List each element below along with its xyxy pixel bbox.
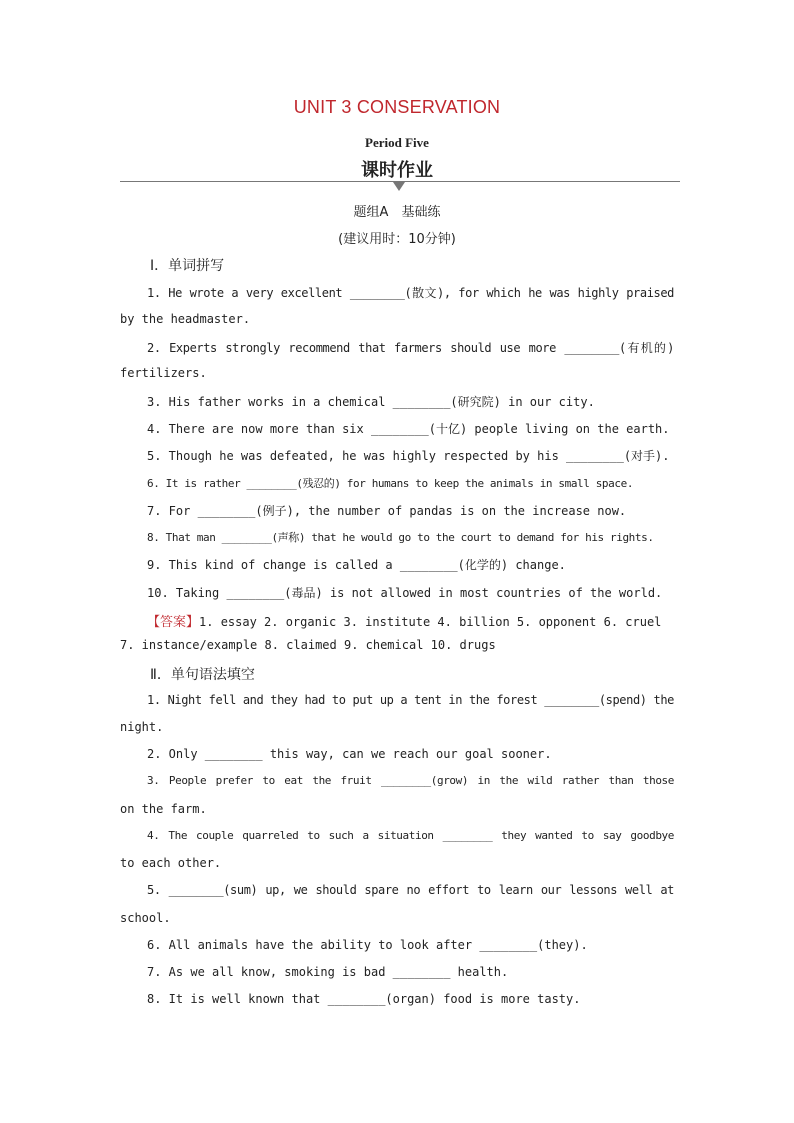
question-line: fertilizers. bbox=[120, 366, 207, 380]
question-line: 2. Experts strongly recommend that farmers should use more ________(有机的) bbox=[147, 341, 674, 355]
section-heading-grammar: Ⅱ．单句语法填空 bbox=[150, 667, 255, 683]
question-line: by the headmaster. bbox=[120, 312, 251, 326]
question-line: 1. He wrote a very excellent ________(散文), for which he was highly praised bbox=[147, 286, 674, 300]
question-line: night. bbox=[120, 720, 164, 734]
question-line: 1. Night fell and they had to put up a tent in the forest ________(spend) the bbox=[147, 693, 674, 707]
answer-text: 1. essay 2. organic 3. institute 4. billion 5. opponent 6. cruel bbox=[199, 615, 662, 629]
question-line: school. bbox=[120, 911, 171, 925]
period-label: Period Five bbox=[365, 135, 429, 150]
answer-line: 7. instance/example 8. claimed 9. chemical 10. drugs bbox=[120, 638, 496, 652]
question-line: 5. ________(sum) up, we should spare no effort to learn our lessons well at bbox=[147, 883, 674, 897]
answer-label: 【答案】 bbox=[147, 615, 200, 630]
question-line: 8. It is well known that ________(organ) food is more tasty. bbox=[147, 992, 581, 1006]
time-suggestion: (建议用时：10分钟) bbox=[338, 232, 456, 247]
divider-triangle-icon bbox=[393, 182, 405, 191]
question-line: 6. It is rather ________(残忍的) for humans to keep the animals in small space. bbox=[147, 477, 634, 490]
homework-title: 课时作业 bbox=[361, 160, 433, 181]
answer-line bbox=[147, 611, 674, 630]
question-line: 6. All animals have the ability to look after ________(they). bbox=[147, 938, 588, 952]
question-line: 7. For ________(例子), the number of pandas is on the increase now. bbox=[147, 504, 627, 518]
section-heading-spelling: Ⅰ．单词拼写 bbox=[150, 258, 225, 274]
question-line: 4. There are now more than six ________(十亿) people living on the earth. bbox=[147, 422, 670, 436]
question-line: to each other. bbox=[120, 856, 222, 870]
question-line: 8. That man ________(声称) that he would go to the court to demand for his rights. bbox=[147, 531, 654, 544]
question-line: on the farm. bbox=[120, 802, 207, 816]
question-line: 7. As we all know, smoking is bad ________ health. bbox=[147, 965, 509, 979]
question-line: 5. Though he was defeated, he was highly respected by his ________(对手). bbox=[147, 449, 670, 463]
question-line: 9. This kind of change is called a ________(化学的) change. bbox=[147, 558, 566, 572]
question-line: 10. Taking ________(毒品) is not allowed in most countries of the world. bbox=[147, 586, 663, 600]
exercise-group-label: 题组A 基础练 bbox=[353, 205, 441, 220]
question-line: 4. The couple quarreled to such a situation ________ they wanted to say goodbye bbox=[147, 829, 674, 842]
question-line: 3. People prefer to eat the fruit ________(grow) in the wild rather than those bbox=[147, 774, 674, 787]
question-line: 2. Only ________ this way, can we reach our goal sooner. bbox=[147, 747, 552, 761]
question-line: 3. His father works in a chemical ________(研究院) in our city. bbox=[147, 395, 595, 409]
unit-title: UNIT 3 CONSERVATION bbox=[293, 97, 501, 117]
